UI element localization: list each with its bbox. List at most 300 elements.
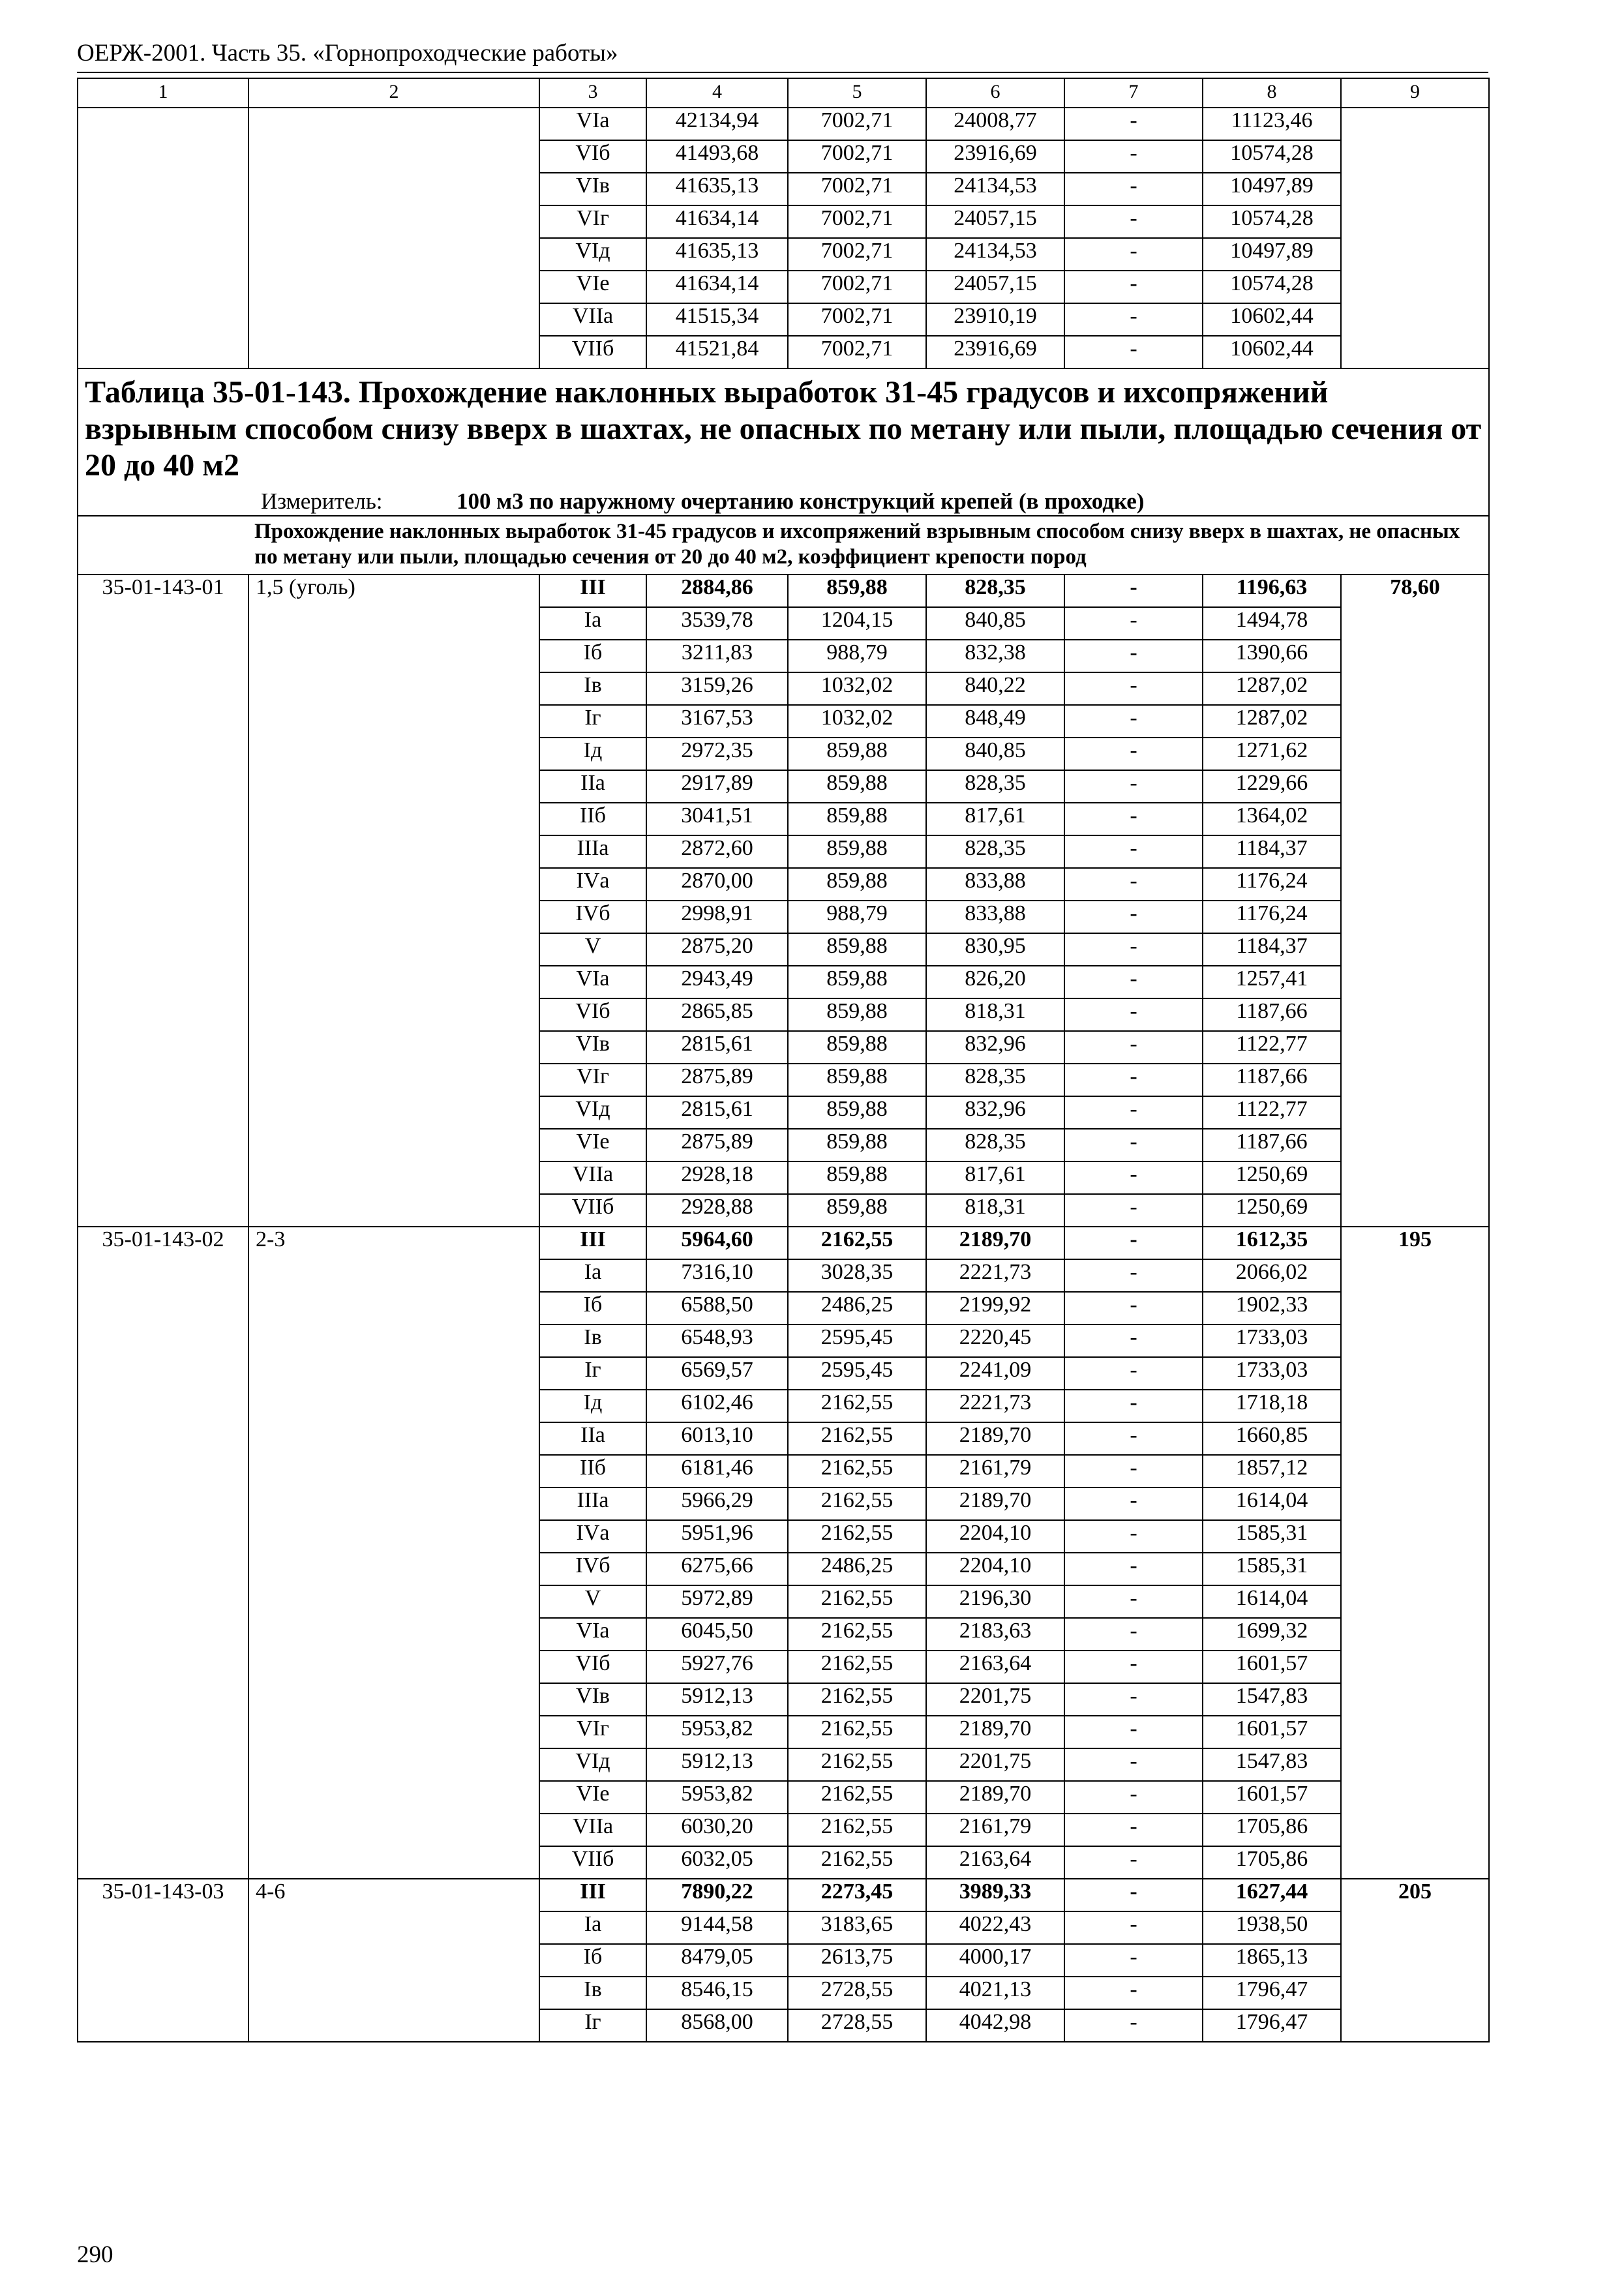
cell-col6: 24057,15	[926, 205, 1064, 238]
cell-col4: 41635,13	[646, 173, 788, 205]
cell-col5: 859,88	[788, 575, 926, 607]
cell-col6: 23916,69	[926, 336, 1064, 368]
cell-col6: 24134,53	[926, 238, 1064, 271]
cell-col8: 1287,02	[1203, 672, 1341, 705]
cell-grade: Iг	[539, 1357, 646, 1390]
cell-col8: 1614,04	[1203, 1488, 1341, 1520]
cell-col6: 840,22	[926, 672, 1064, 705]
cell-col6: 2161,79	[926, 1814, 1064, 1846]
cell-grade: Iб	[539, 640, 646, 672]
cell-grade: VIе	[539, 271, 646, 303]
cell-grade: VIв	[539, 1683, 646, 1716]
cell-col6: 833,88	[926, 901, 1064, 933]
cell-col6: 830,95	[926, 933, 1064, 966]
cell-col4: 8568,00	[646, 2009, 788, 2042]
cell-col6: 2201,75	[926, 1748, 1064, 1781]
cell-col7: -	[1064, 1553, 1203, 1585]
cell-col5: 2162,55	[788, 1716, 926, 1748]
cell-grade: VIд	[539, 1748, 646, 1781]
cell-col7: -	[1064, 2009, 1203, 2042]
table-row	[78, 1879, 1489, 1911]
table-title	[78, 368, 1489, 516]
cell-strength: 4-6	[248, 1879, 539, 2042]
cell-col8: 1176,24	[1203, 868, 1341, 901]
cell-grade: Iв	[539, 1324, 646, 1357]
cell-col4: 6569,57	[646, 1357, 788, 1390]
cell-col7: -	[1064, 205, 1203, 238]
cell-col5: 859,88	[788, 770, 926, 803]
cell-col7: -	[1064, 1651, 1203, 1683]
cell-col4: 6045,50	[646, 1618, 788, 1651]
cell-col6: 848,49	[926, 705, 1064, 738]
cell-grade: Iг	[539, 2009, 646, 2042]
cell-col8: 1250,69	[1203, 1161, 1341, 1194]
cell-col6: 2199,92	[926, 1292, 1064, 1324]
table-title-row	[78, 368, 1489, 516]
cell-grade: VIг	[539, 1064, 646, 1096]
cell-grade: VIе	[539, 1781, 646, 1814]
cell-col7: -	[1064, 1814, 1203, 1846]
cell-grade: IIа	[539, 1422, 646, 1455]
cell-grade: IIб	[539, 803, 646, 835]
cell-grade: IIб	[539, 1455, 646, 1488]
cell-col5: 7002,71	[788, 140, 926, 173]
cell-col7: -	[1064, 1031, 1203, 1064]
cell-col7: -	[1064, 1227, 1203, 1259]
cell-col6: 2220,45	[926, 1324, 1064, 1357]
cell-col6: 2241,09	[926, 1357, 1064, 1390]
cell-grade: VIв	[539, 173, 646, 205]
cell-col6: 2163,64	[926, 1651, 1064, 1683]
cell-col5: 2162,55	[788, 1814, 926, 1846]
cell-col7: -	[1064, 1194, 1203, 1227]
cell-col6: 24134,53	[926, 173, 1064, 205]
cell-col4: 3539,78	[646, 607, 788, 640]
column-number: 6	[926, 78, 1064, 108]
cell-col6: 833,88	[926, 868, 1064, 901]
cell-grade: IIIа	[539, 835, 646, 868]
cell-col4: 2865,85	[646, 998, 788, 1031]
cell-col9: 205	[1341, 1879, 1489, 2042]
cell-col6: 4022,43	[926, 1911, 1064, 1944]
cell-col4: 2875,20	[646, 933, 788, 966]
cell-grade: IVа	[539, 1520, 646, 1553]
cell-grade: Iа	[539, 607, 646, 640]
cell-col8: 10574,28	[1203, 205, 1341, 238]
cell-col8: 1733,03	[1203, 1324, 1341, 1357]
cell-col7: -	[1064, 738, 1203, 770]
cell-col7: -	[1064, 1259, 1203, 1292]
page-number: 290	[77, 2241, 113, 2268]
cell-col5: 988,79	[788, 640, 926, 672]
cell-col5: 7002,71	[788, 271, 926, 303]
cell-col4: 2917,89	[646, 770, 788, 803]
cell-col7: -	[1064, 1390, 1203, 1422]
column-number: 2	[248, 78, 539, 108]
cell-col6: 832,38	[926, 640, 1064, 672]
cell-col8: 1705,86	[1203, 1814, 1341, 1846]
cell-grade: VIд	[539, 1096, 646, 1129]
cell-col6: 828,35	[926, 1129, 1064, 1161]
cell-col4: 41634,14	[646, 271, 788, 303]
cell-col5: 2595,45	[788, 1324, 926, 1357]
cell-col4: 7316,10	[646, 1259, 788, 1292]
cell-col5: 3183,65	[788, 1911, 926, 1944]
cell-col7: -	[1064, 1292, 1203, 1324]
cell-col6: 2189,70	[926, 1488, 1064, 1520]
cell-col7: -	[1064, 901, 1203, 933]
cell-col7: -	[1064, 803, 1203, 835]
cell-col6: 828,35	[926, 770, 1064, 803]
cell-col6: 2189,70	[926, 1227, 1064, 1259]
cell-col6: 2204,10	[926, 1553, 1064, 1585]
cell-col7: -	[1064, 1161, 1203, 1194]
cell-code	[78, 108, 248, 368]
cell-col5: 1204,15	[788, 607, 926, 640]
cell-strength	[248, 108, 539, 368]
cell-grade: Iв	[539, 1977, 646, 2009]
cell-grade: Iа	[539, 1911, 646, 1944]
cell-col5: 7002,71	[788, 238, 926, 271]
cell-col8: 10574,28	[1203, 271, 1341, 303]
cell-col5: 3028,35	[788, 1259, 926, 1292]
cell-col4: 2815,61	[646, 1096, 788, 1129]
cell-col5: 1032,02	[788, 672, 926, 705]
cell-col5: 859,88	[788, 998, 926, 1031]
cell-col4: 3167,53	[646, 705, 788, 738]
cell-col8: 1122,77	[1203, 1031, 1341, 1064]
cell-col8: 1865,13	[1203, 1944, 1341, 1977]
cell-col8: 10602,44	[1203, 336, 1341, 368]
cell-col7: -	[1064, 1748, 1203, 1781]
cell-col5: 1032,02	[788, 705, 926, 738]
cell-col8: 1184,37	[1203, 835, 1341, 868]
table-title-text: Таблица 35-01-143. Прохождение наклонных выработок 31-45 градусов и ихсопряжений взрывным способом снизу вверх в шахтах, не опасных по метану или пыли, площадью сечения от 20 до 40 м2	[85, 375, 1482, 483]
header-rule	[77, 72, 1488, 73]
cell-col7: -	[1064, 336, 1203, 368]
cell-col6: 832,96	[926, 1031, 1064, 1064]
cell-grade: IIIа	[539, 1488, 646, 1520]
cell-col6: 832,96	[926, 1096, 1064, 1129]
cell-col8: 1796,47	[1203, 1977, 1341, 2009]
cell-col5: 2162,55	[788, 1846, 926, 1879]
cell-col7: -	[1064, 1911, 1203, 1944]
cell-col5: 988,79	[788, 901, 926, 933]
cell-col8: 1176,24	[1203, 901, 1341, 933]
cell-grade: VIIа	[539, 1814, 646, 1846]
cell-col5: 2728,55	[788, 1977, 926, 2009]
cell-col5: 859,88	[788, 1031, 926, 1064]
cell-col5: 7002,71	[788, 336, 926, 368]
cell-col4: 6102,46	[646, 1390, 788, 1422]
cell-col7: -	[1064, 1879, 1203, 1911]
cell-col7: -	[1064, 770, 1203, 803]
cell-grade: VIб	[539, 1651, 646, 1683]
cell-col8: 1187,66	[1203, 998, 1341, 1031]
cell-col7: -	[1064, 1716, 1203, 1748]
table-description: Прохождение наклонных выработок 31-45 градусов и ихсопряжений взрывным способом снизу вверх в шахтах, не опасных по метану или пыли, площадью сечения от 20 до 40 м2, коэффициент крепости пород	[78, 516, 1489, 575]
cell-col5: 859,88	[788, 803, 926, 835]
cell-col5: 2613,75	[788, 1944, 926, 1977]
cell-col5: 7002,71	[788, 303, 926, 336]
cell-col4: 2815,61	[646, 1031, 788, 1064]
cell-col7: -	[1064, 1846, 1203, 1879]
cell-grade: IVб	[539, 901, 646, 933]
cell-grade: VIIа	[539, 303, 646, 336]
cell-col7: -	[1064, 1618, 1203, 1651]
cell-col7: -	[1064, 575, 1203, 607]
page-header: ОЕРЖ-2001. Часть 35. «Горнопроходческие работы»	[77, 40, 618, 67]
cell-col5: 2162,55	[788, 1618, 926, 1651]
cell-grade: V	[539, 933, 646, 966]
cell-col5: 2162,55	[788, 1422, 926, 1455]
cell-col5: 859,88	[788, 738, 926, 770]
cell-col5: 859,88	[788, 1064, 926, 1096]
cell-col8: 11123,46	[1203, 108, 1341, 140]
cell-grade: VIе	[539, 1129, 646, 1161]
cell-col4: 41515,34	[646, 303, 788, 336]
cell-col6: 24057,15	[926, 271, 1064, 303]
table-row	[78, 575, 1489, 607]
cell-grade: VIа	[539, 966, 646, 998]
cell-col8: 1390,66	[1203, 640, 1341, 672]
cell-col5: 859,88	[788, 966, 926, 998]
cell-col8: 10497,89	[1203, 238, 1341, 271]
cell-col8: 1796,47	[1203, 2009, 1341, 2042]
cell-grade: VIг	[539, 1716, 646, 1748]
cell-col6: 4021,13	[926, 1977, 1064, 2009]
cell-grade: Iб	[539, 1944, 646, 1977]
cell-col5: 2162,55	[788, 1651, 926, 1683]
cell-col7: -	[1064, 1944, 1203, 1977]
cell-col6: 2183,63	[926, 1618, 1064, 1651]
cell-grade: Iа	[539, 1259, 646, 1292]
cell-col7: -	[1064, 1324, 1203, 1357]
cell-col5: 2728,55	[788, 2009, 926, 2042]
cell-col5: 2595,45	[788, 1357, 926, 1390]
cell-col5: 859,88	[788, 835, 926, 868]
cell-col9	[1341, 108, 1489, 368]
unit-value: 100 м3 по наружному очертанию конструкций крепей (в проходке)	[457, 488, 1145, 514]
cell-col4: 2884,86	[646, 575, 788, 607]
cell-col4: 2875,89	[646, 1064, 788, 1096]
cell-col5: 2162,55	[788, 1683, 926, 1716]
cell-col5: 859,88	[788, 1161, 926, 1194]
cell-col4: 5966,29	[646, 1488, 788, 1520]
cell-col4: 41493,68	[646, 140, 788, 173]
cell-grade: VIIа	[539, 1161, 646, 1194]
cell-col4: 6181,46	[646, 1455, 788, 1488]
cell-col6: 2204,10	[926, 1520, 1064, 1553]
cell-col8: 1627,44	[1203, 1879, 1341, 1911]
cell-col8: 1718,18	[1203, 1390, 1341, 1422]
cell-col8: 1229,66	[1203, 770, 1341, 803]
cell-col6: 817,61	[926, 803, 1064, 835]
cell-grade: VIа	[539, 108, 646, 140]
cell-col7: -	[1064, 705, 1203, 738]
cell-col7: -	[1064, 1129, 1203, 1161]
cell-grade: IIа	[539, 770, 646, 803]
cell-grade: VIг	[539, 205, 646, 238]
column-number: 9	[1341, 78, 1489, 108]
cell-col6: 2196,30	[926, 1585, 1064, 1618]
cell-col5: 2162,55	[788, 1520, 926, 1553]
cell-grade: Iв	[539, 672, 646, 705]
cell-col7: -	[1064, 868, 1203, 901]
cell-col7: -	[1064, 1488, 1203, 1520]
cell-col6: 828,35	[926, 1064, 1064, 1096]
column-number: 1	[78, 78, 248, 108]
cell-col8: 1287,02	[1203, 705, 1341, 738]
cell-col6: 828,35	[926, 835, 1064, 868]
rates-table	[77, 78, 1490, 2042]
cell-grade: VIб	[539, 998, 646, 1031]
cell-grade: Iб	[539, 1292, 646, 1324]
cell-col8: 1187,66	[1203, 1064, 1341, 1096]
cell-col7: -	[1064, 1520, 1203, 1553]
cell-col4: 5953,82	[646, 1716, 788, 1748]
cell-col5: 2486,25	[788, 1553, 926, 1585]
column-number-row	[78, 78, 1489, 108]
cell-col5: 7002,71	[788, 173, 926, 205]
cell-col5: 859,88	[788, 868, 926, 901]
cell-col7: -	[1064, 998, 1203, 1031]
cell-col4: 41521,84	[646, 336, 788, 368]
cell-col4: 2943,49	[646, 966, 788, 998]
column-number: 7	[1064, 78, 1203, 108]
cell-col6: 23910,19	[926, 303, 1064, 336]
cell-col4: 5951,96	[646, 1520, 788, 1553]
cell-col6: 828,35	[926, 575, 1064, 607]
cell-col7: -	[1064, 1781, 1203, 1814]
cell-grade: VIIб	[539, 336, 646, 368]
cell-col7: -	[1064, 173, 1203, 205]
cell-col7: -	[1064, 1977, 1203, 2009]
cell-col5: 2162,55	[788, 1488, 926, 1520]
cell-col4: 5912,13	[646, 1748, 788, 1781]
cell-col5: 2162,55	[788, 1748, 926, 1781]
cell-col8: 1660,85	[1203, 1422, 1341, 1455]
cell-col7: -	[1064, 1357, 1203, 1390]
cell-col8: 1196,63	[1203, 575, 1341, 607]
table-body	[78, 78, 1489, 2042]
cell-col5: 2273,45	[788, 1879, 926, 1911]
cell-col6: 23916,69	[926, 140, 1064, 173]
cell-col4: 2928,18	[646, 1161, 788, 1194]
cell-col4: 5912,13	[646, 1683, 788, 1716]
cell-col6: 2221,73	[926, 1390, 1064, 1422]
cell-col7: -	[1064, 1455, 1203, 1488]
cell-col6: 2161,79	[926, 1455, 1064, 1488]
cell-col6: 2189,70	[926, 1716, 1064, 1748]
cell-col5: 859,88	[788, 933, 926, 966]
cell-col7: -	[1064, 108, 1203, 140]
column-number: 5	[788, 78, 926, 108]
cell-col6: 3989,33	[926, 1879, 1064, 1911]
cell-col7: -	[1064, 672, 1203, 705]
cell-col7: -	[1064, 1096, 1203, 1129]
cell-col4: 5972,89	[646, 1585, 788, 1618]
cell-col8: 2066,02	[1203, 1259, 1341, 1292]
cell-col7: -	[1064, 1064, 1203, 1096]
cell-grade: VIIб	[539, 1846, 646, 1879]
column-number: 8	[1203, 78, 1341, 108]
cell-col8: 1494,78	[1203, 607, 1341, 640]
cell-col4: 41634,14	[646, 205, 788, 238]
cell-col4: 2875,89	[646, 1129, 788, 1161]
cell-col8: 1612,35	[1203, 1227, 1341, 1259]
cell-col6: 2221,73	[926, 1259, 1064, 1292]
cell-col4: 5964,60	[646, 1227, 788, 1259]
cell-col8: 1699,32	[1203, 1618, 1341, 1651]
cell-col5: 2162,55	[788, 1390, 926, 1422]
cell-strength: 1,5 (уголь)	[248, 575, 539, 1227]
cell-col6: 4042,98	[926, 2009, 1064, 2042]
cell-col8: 1857,12	[1203, 1455, 1341, 1488]
cell-col7: -	[1064, 835, 1203, 868]
cell-col9: 78,60	[1341, 575, 1489, 1227]
cell-col7: -	[1064, 607, 1203, 640]
cell-col4: 42134,94	[646, 108, 788, 140]
cell-col8: 1733,03	[1203, 1357, 1341, 1390]
cell-col6: 4000,17	[926, 1944, 1064, 1977]
cell-col8: 10602,44	[1203, 303, 1341, 336]
unit-label: Измеритель:	[261, 488, 383, 514]
cell-col8: 1364,02	[1203, 803, 1341, 835]
cell-col4: 3159,26	[646, 672, 788, 705]
cell-col9: 195	[1341, 1227, 1489, 1879]
cell-grade: III	[539, 1227, 646, 1259]
cell-col4: 3041,51	[646, 803, 788, 835]
cell-col8: 1938,50	[1203, 1911, 1341, 1944]
cell-grade: III	[539, 1879, 646, 1911]
cell-col7: -	[1064, 303, 1203, 336]
cell-col7: -	[1064, 933, 1203, 966]
cell-col8: 10574,28	[1203, 140, 1341, 173]
cell-col5: 2162,55	[788, 1585, 926, 1618]
cell-col8: 1187,66	[1203, 1129, 1341, 1161]
cell-grade: VIв	[539, 1031, 646, 1064]
cell-code: 35-01-143-01	[78, 575, 248, 1227]
cell-col4: 6032,05	[646, 1846, 788, 1879]
cell-grade: V	[539, 1585, 646, 1618]
cell-grade: VIд	[539, 238, 646, 271]
cell-col4: 6030,20	[646, 1814, 788, 1846]
cell-col8: 1250,69	[1203, 1194, 1341, 1227]
cell-col4: 41635,13	[646, 238, 788, 271]
cell-col7: -	[1064, 1422, 1203, 1455]
cell-col8: 1257,41	[1203, 966, 1341, 998]
cell-col4: 2870,00	[646, 868, 788, 901]
cell-col8: 1585,31	[1203, 1520, 1341, 1553]
cell-col5: 7002,71	[788, 108, 926, 140]
cell-col6: 817,61	[926, 1161, 1064, 1194]
cell-col4: 6013,10	[646, 1422, 788, 1455]
cell-col8: 1601,57	[1203, 1651, 1341, 1683]
column-number: 3	[539, 78, 646, 108]
cell-col7: -	[1064, 1683, 1203, 1716]
cell-col7: -	[1064, 140, 1203, 173]
cell-col6: 818,31	[926, 1194, 1064, 1227]
cell-col6: 826,20	[926, 966, 1064, 998]
cell-col4: 2998,91	[646, 901, 788, 933]
cell-col8: 1547,83	[1203, 1683, 1341, 1716]
cell-col4: 5927,76	[646, 1651, 788, 1683]
cell-col5: 2486,25	[788, 1292, 926, 1324]
cell-col8: 1705,86	[1203, 1846, 1341, 1879]
cell-col5: 859,88	[788, 1129, 926, 1161]
cell-col4: 2872,60	[646, 835, 788, 868]
